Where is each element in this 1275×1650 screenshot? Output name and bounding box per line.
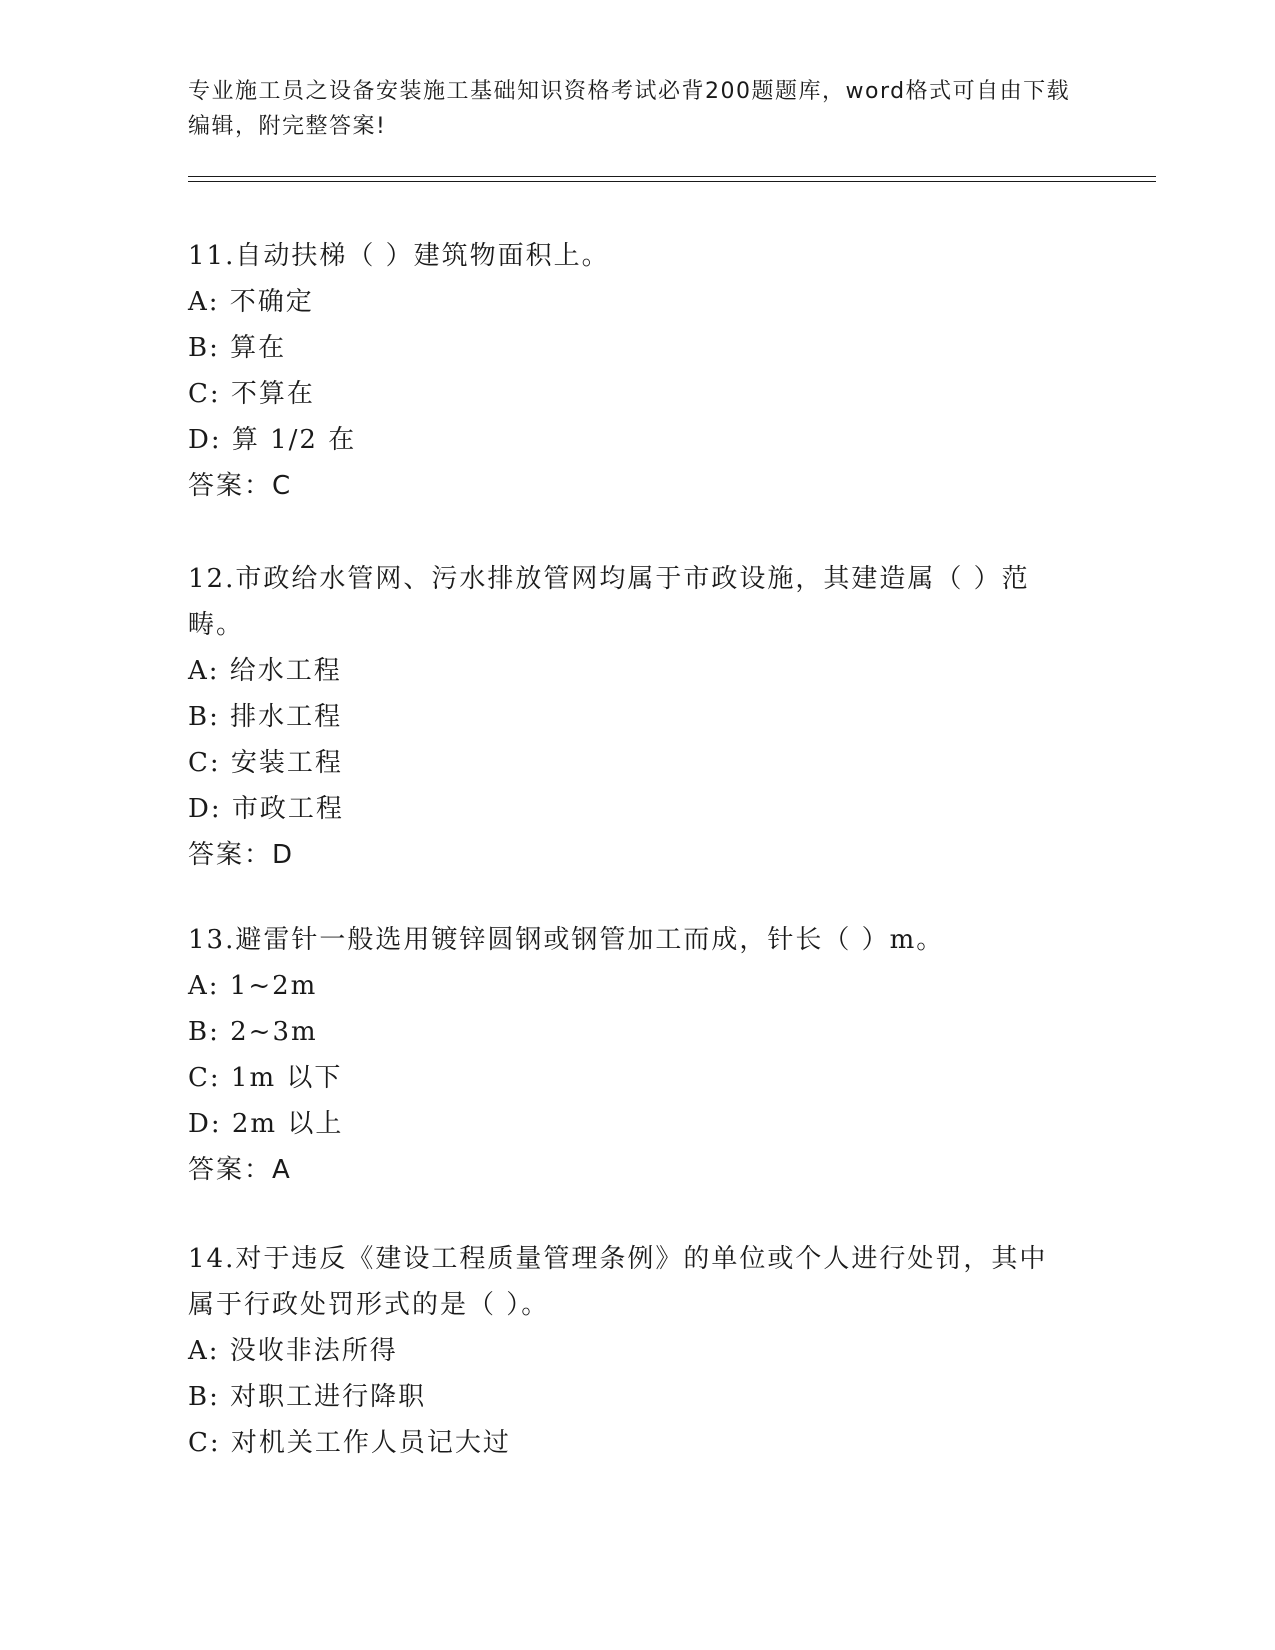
option-b: B: 排水工程 (188, 702, 343, 732)
option-b: B: 对职工进行降职 (188, 1382, 427, 1412)
question-stem: 13.避雷针一般选用镀锌圆钢或钢管加工而成，针长（ ）m。 (188, 925, 945, 955)
option-a: A: 没收非法所得 (188, 1336, 398, 1366)
header-title: 专业施工员之设备安装施工基础知识资格考试必背200题题库，word格式可自由下载编辑，附完整答案! (188, 79, 1071, 139)
question-14 (188, 1236, 1088, 1466)
document-header (188, 74, 1088, 144)
question-12 (188, 556, 1088, 878)
option-d: D: 算 1/2 在 (188, 425, 357, 455)
answer-text: 答案：C (188, 471, 293, 501)
question-stem: 11.自动扶梯（ ）建筑物面积上。 (188, 241, 610, 271)
option-b: B: 2~3m (188, 1017, 318, 1047)
option-a: A: 给水工程 (188, 656, 342, 686)
question-11 (188, 233, 1088, 509)
option-a: A: 1~2m (188, 971, 318, 1001)
question-13 (188, 917, 1088, 1193)
option-b: B: 算在 (188, 333, 287, 363)
option-d: D: 2m 以上 (188, 1109, 344, 1139)
option-a: A: 不确定 (188, 287, 314, 317)
option-c: C: 1m 以下 (188, 1063, 343, 1093)
header-rule-bottom (188, 181, 1156, 182)
question-stem: 12.市政给水管网、污水排放管网均属于市政设施，其建造属（ ）范畴。 (188, 564, 1030, 640)
question-stem: 14.对于违反《建设工程质量管理条例》的单位或个人进行处罚，其中属于行政处罚形式的是（ ）。 (188, 1244, 1048, 1320)
header-rule-top (188, 176, 1156, 177)
answer-text: 答案：D (188, 840, 295, 870)
option-d: D: 市政工程 (188, 794, 344, 824)
answer-text: 答案：A (188, 1155, 292, 1185)
option-c: C: 安装工程 (188, 748, 343, 778)
option-c: C: 对机关工作人员记大过 (188, 1428, 511, 1458)
option-c: C: 不算在 (188, 379, 315, 409)
